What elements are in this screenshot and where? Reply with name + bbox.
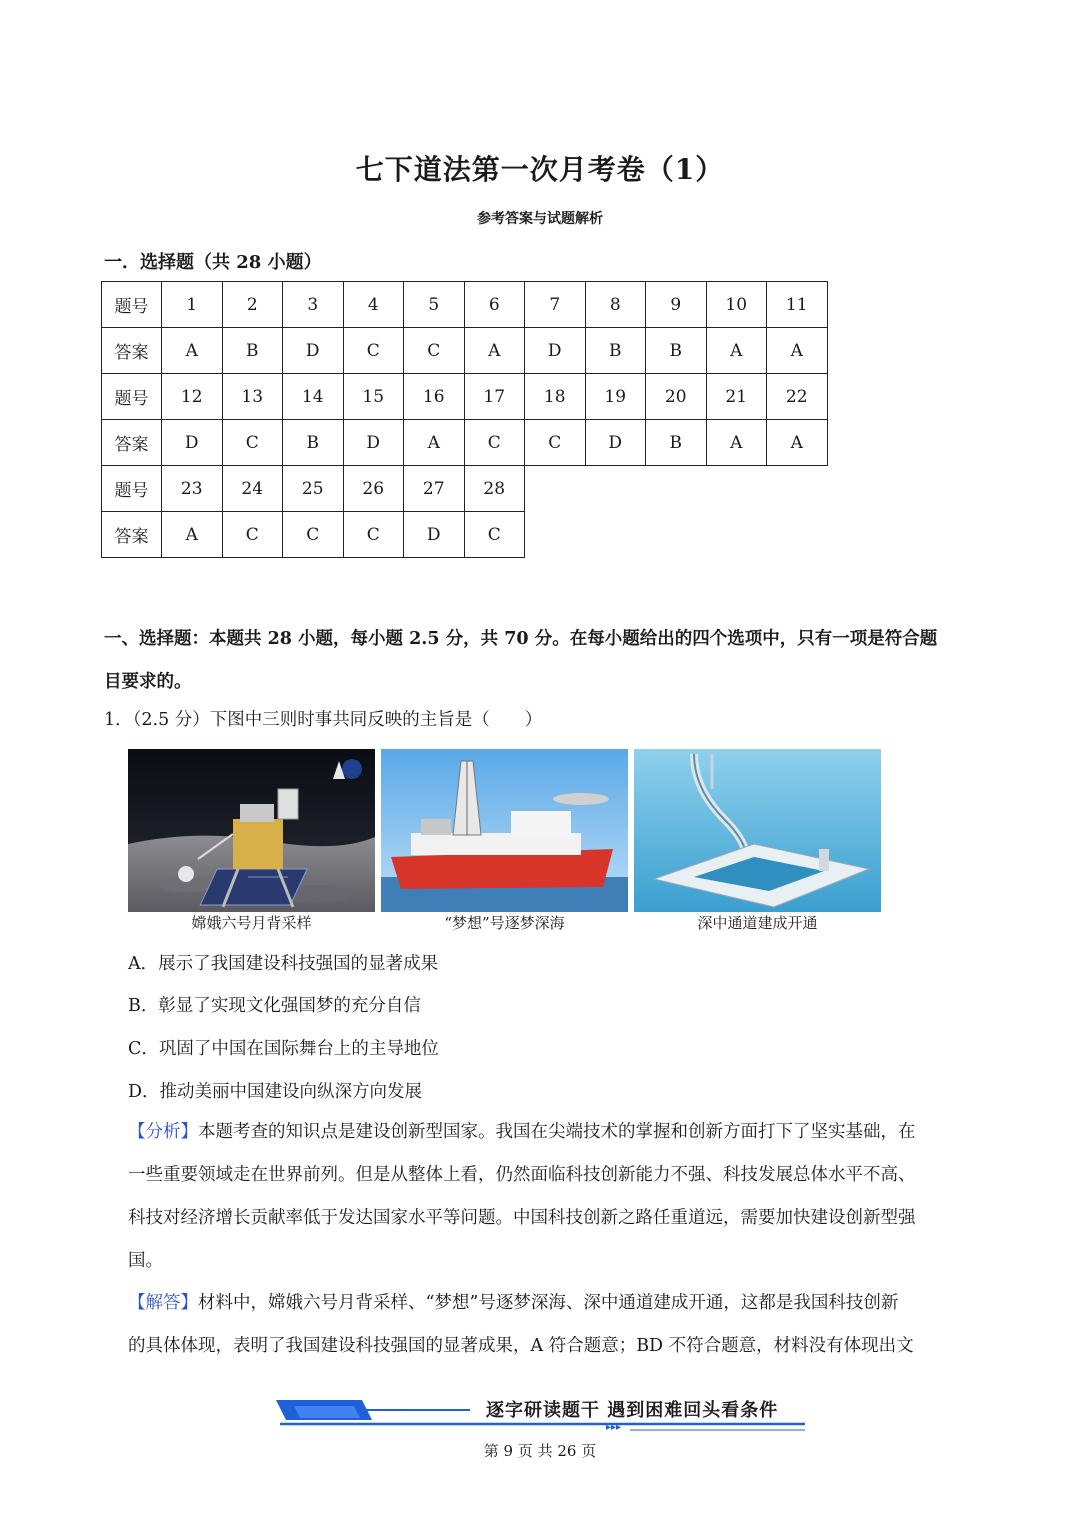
- row-label: 答案: [102, 420, 162, 466]
- question-number: 21: [706, 374, 767, 420]
- table-row: [102, 512, 828, 558]
- option-a: A．展示了我国建设科技强国的显著成果: [128, 954, 439, 974]
- answer-cell: C: [283, 512, 344, 558]
- question-number: 15: [343, 374, 404, 420]
- question-stem: 1．（2.5 分）下图中三则时事共同反映的主旨是（ ）: [104, 710, 543, 730]
- answer-cell: D: [404, 512, 465, 558]
- analysis-line: 一些重要领域走在世界前列。但是从整体上看，仍然面临科技创新能力不强、科技发展总体水平不高、: [128, 1165, 916, 1185]
- image-caption: 嫦娥六号月背采样: [191, 914, 312, 932]
- question-number: 24: [222, 466, 283, 512]
- answer-cell: B: [222, 328, 283, 374]
- drill-ship-image: [381, 749, 628, 912]
- answer-cell: D: [162, 420, 223, 466]
- question-number: 23: [162, 466, 223, 512]
- banner-slogan: 逐字研读题干 遇到困难回头看条件: [486, 1400, 779, 1421]
- answer-cell: A: [464, 328, 525, 374]
- question-number: 13: [222, 374, 283, 420]
- question-number: 2: [222, 282, 283, 328]
- row-label: 题号: [102, 374, 162, 420]
- question-number: 18: [525, 374, 586, 420]
- table-row: [102, 420, 828, 466]
- question-number: 16: [404, 374, 465, 420]
- table-row: [102, 328, 828, 374]
- question-number: 1: [162, 282, 223, 328]
- answer-cell: C: [525, 420, 586, 466]
- option-c: C．巩固了中国在国际舞台上的主导地位: [128, 1039, 439, 1059]
- sea-bridge-image: [634, 749, 881, 912]
- answer-cell: C: [222, 420, 283, 466]
- answer-cell: C: [464, 420, 525, 466]
- answer-cell: A: [162, 328, 223, 374]
- answer-cell: A: [767, 420, 828, 466]
- answer-cell: B: [585, 328, 646, 374]
- solution-line: 的具体体现，表明了我国建设科技强国的显著成果，A 符合题意；BD 不符合题意，材料没有体现出文: [128, 1336, 914, 1356]
- question-number: 25: [283, 466, 344, 512]
- row-label: 答案: [102, 512, 162, 558]
- question-number: 28: [464, 466, 525, 512]
- option-b: B．彰显了实现文化强国梦的充分自信: [128, 996, 421, 1016]
- answer-table: [101, 281, 828, 558]
- question-number: 9: [646, 282, 707, 328]
- section-heading: 一．选择题（共 28 小题）: [104, 252, 322, 273]
- option-d: D．推动美丽中国建设向纵深方向发展: [128, 1082, 423, 1102]
- analysis-tag: 【分析】: [128, 1122, 198, 1142]
- question-number: 17: [464, 374, 525, 420]
- analysis-line: 国。: [128, 1251, 163, 1271]
- question-number: 4: [343, 282, 404, 328]
- answer-cell: C: [343, 328, 404, 374]
- analysis-block: [128, 1111, 980, 1283]
- question-number: 6: [464, 282, 525, 328]
- question-number: 7: [525, 282, 586, 328]
- question-number: 26: [343, 466, 404, 512]
- table-row: [102, 466, 828, 512]
- solution-line: 【解答】材料中，嫦娥六号月背采样、“梦想”号逐梦深海、深中通道建成开通，这都是我国科技创新: [128, 1293, 899, 1313]
- analysis-line: 科技对经济增长贡献率低于发达国家水平等问题。中国科技创新之路任重道远，需要加快建设创新型强: [128, 1208, 916, 1228]
- table-row: [102, 282, 828, 328]
- answer-cell: A: [162, 512, 223, 558]
- question-number: 5: [404, 282, 465, 328]
- question-number: 27: [404, 466, 465, 512]
- analysis-line: 【分析】本题考查的知识点是建设创新型国家。我国在尖端技术的掌握和创新方面打下了坚实基础，在: [128, 1122, 916, 1142]
- solution-tag: 【解答】: [128, 1293, 198, 1313]
- table-row: [102, 374, 828, 420]
- answer-cell: A: [706, 420, 767, 466]
- image-caption: 深中通道建成开通: [697, 914, 818, 932]
- lunar-lander-image: [128, 749, 375, 912]
- question-number: 3: [283, 282, 344, 328]
- answer-cell: B: [646, 420, 707, 466]
- question-number: 12: [162, 374, 223, 420]
- answer-cell: D: [343, 420, 404, 466]
- answer-cell: A: [767, 328, 828, 374]
- page-number: 第 9 页 共 26 页: [483, 1442, 597, 1460]
- question-number: 19: [585, 374, 646, 420]
- instruction-line: 一、选择题：本题共 28 小题，每小题 2.5 分，共 70 分。在每小题给出的四个选项中，只有一项是符合题: [104, 629, 938, 649]
- answer-cell: B: [646, 328, 707, 374]
- answer-cell: A: [706, 328, 767, 374]
- row-label: 题号: [102, 282, 162, 328]
- page-subtitle: 参考答案与试题解析: [477, 211, 603, 227]
- answer-cell: C: [222, 512, 283, 558]
- table-blank: [525, 512, 828, 558]
- answer-cell: C: [464, 512, 525, 558]
- instruction-line: 目要求的。: [104, 672, 192, 692]
- page-title: 七下道法第一次月考卷（1）: [355, 153, 725, 186]
- answer-cell: D: [585, 420, 646, 466]
- answer-cell: C: [404, 328, 465, 374]
- answer-cell: B: [283, 420, 344, 466]
- image-caption: “梦想”号逐梦深海: [444, 914, 565, 932]
- instructions: [104, 618, 984, 704]
- question-number: 11: [767, 282, 828, 328]
- answer-cell: C: [343, 512, 404, 558]
- table-blank: [525, 466, 828, 512]
- question-number: 10: [706, 282, 767, 328]
- question-number: 8: [585, 282, 646, 328]
- arrow-icon: ▸▸▸: [606, 1422, 622, 1433]
- answer-cell: D: [525, 328, 586, 374]
- question-number: 22: [767, 374, 828, 420]
- solution-block: [128, 1282, 980, 1368]
- row-label: 答案: [102, 328, 162, 374]
- question-number: 20: [646, 374, 707, 420]
- answer-cell: D: [283, 328, 344, 374]
- answer-cell: A: [404, 420, 465, 466]
- question-number: 14: [283, 374, 344, 420]
- row-label: 题号: [102, 466, 162, 512]
